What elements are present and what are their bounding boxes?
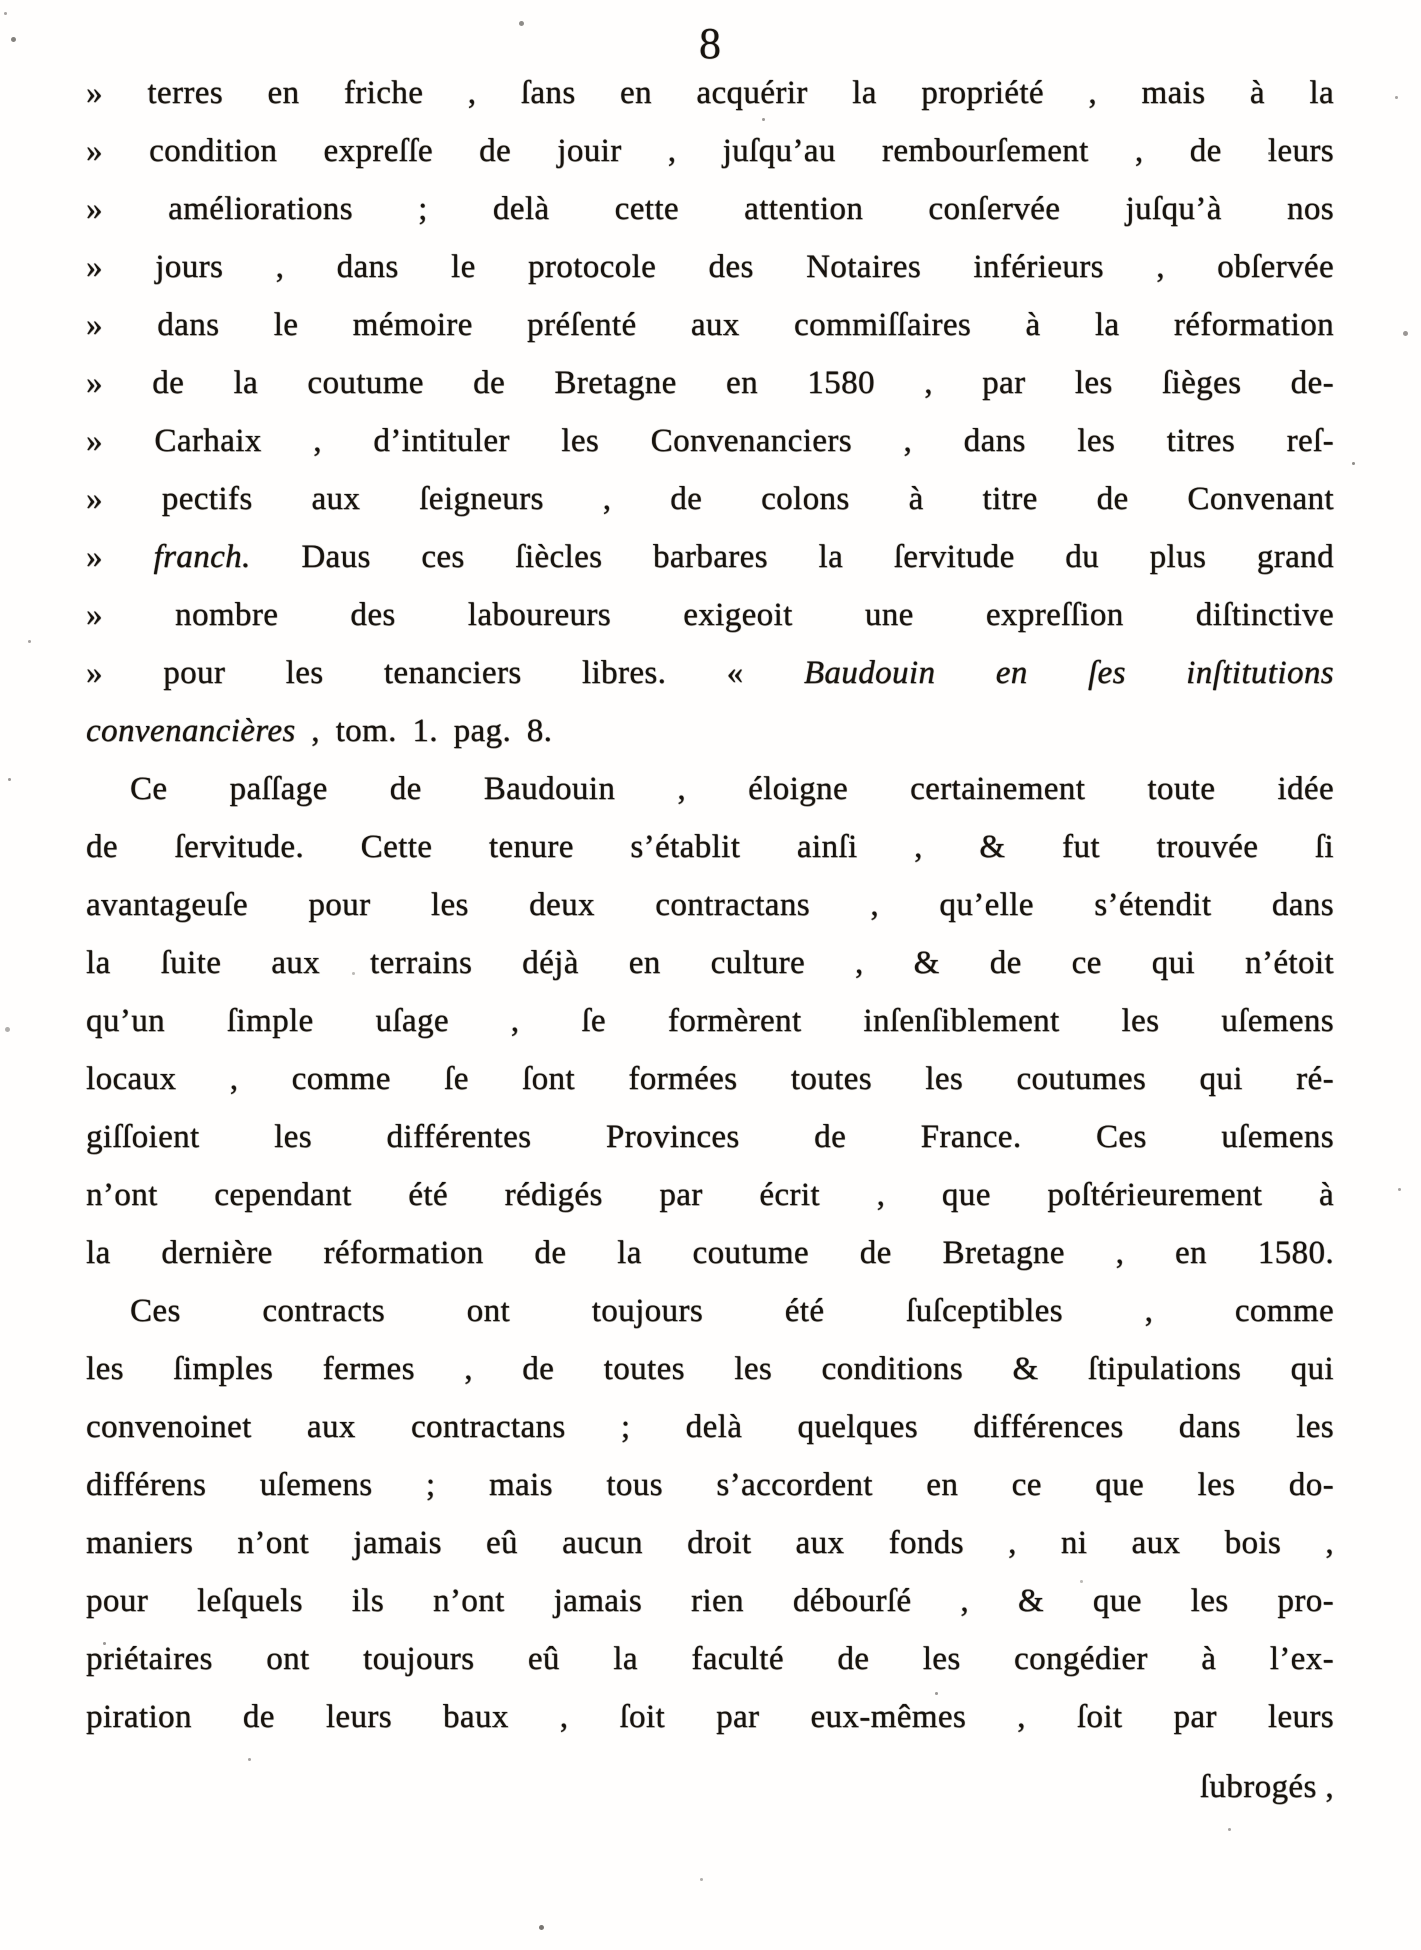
text-line bbox=[86, 1572, 1334, 1630]
text-line bbox=[86, 1688, 1334, 1746]
text-line bbox=[86, 644, 1334, 702]
text-segment: n’ont cependant été rédigés par écrit , que poſtérieurement à bbox=[86, 1177, 1334, 1213]
text-segment: qu’un ſimple uſage , ſe formèrent inſenſiblement les uſemens bbox=[86, 1003, 1334, 1039]
text-line bbox=[86, 528, 1334, 586]
text-segment: » condition expreſſe de jouir , juſqu’au rembourſement , de leurs bbox=[86, 133, 1334, 169]
text-line bbox=[86, 586, 1334, 644]
text-line bbox=[86, 470, 1334, 528]
scan-noise bbox=[0, 0, 3, 3]
text-line bbox=[86, 818, 1334, 876]
text-segment: Ce paſſage de Baudouin , éloigne certainement toute idée bbox=[130, 771, 1334, 807]
text-line bbox=[86, 1456, 1334, 1514]
text-segment: maniers n’ont jamais eû aucun droit aux fonds , ni aux bois , bbox=[86, 1525, 1334, 1561]
text-line bbox=[86, 992, 1334, 1050]
text-line bbox=[86, 702, 1334, 760]
text-segment: » bbox=[86, 539, 154, 575]
text-segment: pour leſquels ils n’ont jamais rien débourſé , & que les pro- bbox=[86, 1583, 1334, 1619]
italic-text-segment: franch. bbox=[153, 539, 251, 575]
text-line bbox=[86, 1166, 1334, 1224]
text-segment: de ſervitude. Cette tenure s’établit ainſi , & fut trouvée ſi bbox=[86, 829, 1334, 865]
text-segment: ſubrogés , bbox=[1199, 1769, 1334, 1805]
text-segment: la ſuite aux terrains déjà en culture , & de ce qui n’étoit bbox=[86, 945, 1334, 981]
text-line bbox=[86, 934, 1334, 992]
text-line bbox=[86, 1398, 1334, 1456]
text-segment: locaux , comme ſe ſont formées toutes les coutumes qui ré- bbox=[86, 1061, 1334, 1097]
text-line bbox=[86, 1514, 1334, 1572]
text-segment: Ces contracts ont toujours été ſuſceptibles , comme bbox=[130, 1293, 1334, 1329]
text-segment: , tom. 1. pag. 8. bbox=[295, 713, 553, 749]
text-line bbox=[86, 180, 1334, 238]
text-line bbox=[86, 1340, 1334, 1398]
text-line bbox=[86, 876, 1334, 934]
text-segment: Daus ces ſiècles barbares la ſervitude du plus grand bbox=[250, 539, 1334, 575]
text-segment: les ſimples fermes , de toutes les conditions & ſtipulations qui bbox=[86, 1351, 1334, 1387]
text-segment: avantageuſe pour les deux contractans , qu’elle s’étendit dans bbox=[86, 887, 1334, 923]
text-line bbox=[86, 1282, 1334, 1340]
text-line bbox=[86, 296, 1334, 354]
text-segment: différens uſemens ; mais tous s’accordent en ce que les do- bbox=[86, 1467, 1334, 1503]
text-line bbox=[86, 64, 1334, 122]
text-segment: » terres en friche , ſans en acquérir la propriété , mais à la bbox=[86, 75, 1334, 111]
text-line bbox=[86, 1050, 1334, 1108]
text-segment: priétaires ont toujours eû la faculté de les congédier à l’ex- bbox=[86, 1641, 1334, 1677]
text-line bbox=[86, 122, 1334, 180]
text-segment: » pour les tenanciers libres. « bbox=[86, 655, 804, 691]
text-segment: » de la coutume de Bretagne en 1580 , par les ſièges de- bbox=[86, 365, 1334, 401]
text-segment: » Carhaix , d’intituler les Convenanciers , dans les titres reſ- bbox=[86, 423, 1334, 459]
text-segment: la dernière réformation de la coutume de Bretagne , en 1580. bbox=[86, 1235, 1334, 1271]
text-line bbox=[86, 760, 1334, 818]
text-segment: » jours , dans le protocole des Notaires inférieurs , obſervée bbox=[86, 249, 1334, 285]
page-number: 8 bbox=[699, 19, 722, 68]
text-block bbox=[86, 64, 1334, 1816]
italic-text-segment: convenancières bbox=[86, 713, 296, 749]
text-line bbox=[86, 412, 1334, 470]
text-segment: giſſoient les différentes Provinces de France. Ces uſemens bbox=[86, 1119, 1334, 1155]
text-segment: » pectifs aux ſeigneurs , de colons à titre de Convenant bbox=[86, 481, 1334, 517]
text-segment: » améliorations ; delà cette attention conſervée juſqu’à nos bbox=[86, 191, 1334, 227]
text-line bbox=[86, 238, 1334, 296]
text-segment: » dans le mémoire préſenté aux commiſſaires à la réformation bbox=[86, 307, 1334, 343]
text-line bbox=[86, 1630, 1334, 1688]
text-segment: piration de leurs baux , ſoit par eux-mêmes , ſoit par leurs bbox=[86, 1699, 1334, 1735]
italic-text-segment: Baudouin en ſes inſtitutions bbox=[803, 655, 1334, 691]
text-segment: convenoinet aux contractans ; delà quelques différences dans les bbox=[86, 1409, 1334, 1445]
catchword bbox=[86, 1758, 1334, 1816]
text-segment: » nombre des laboureurs exigeoit une expreſſion diſtinctive bbox=[86, 597, 1334, 633]
text-line bbox=[86, 1108, 1334, 1166]
text-line bbox=[86, 354, 1334, 412]
text-line bbox=[86, 1224, 1334, 1282]
